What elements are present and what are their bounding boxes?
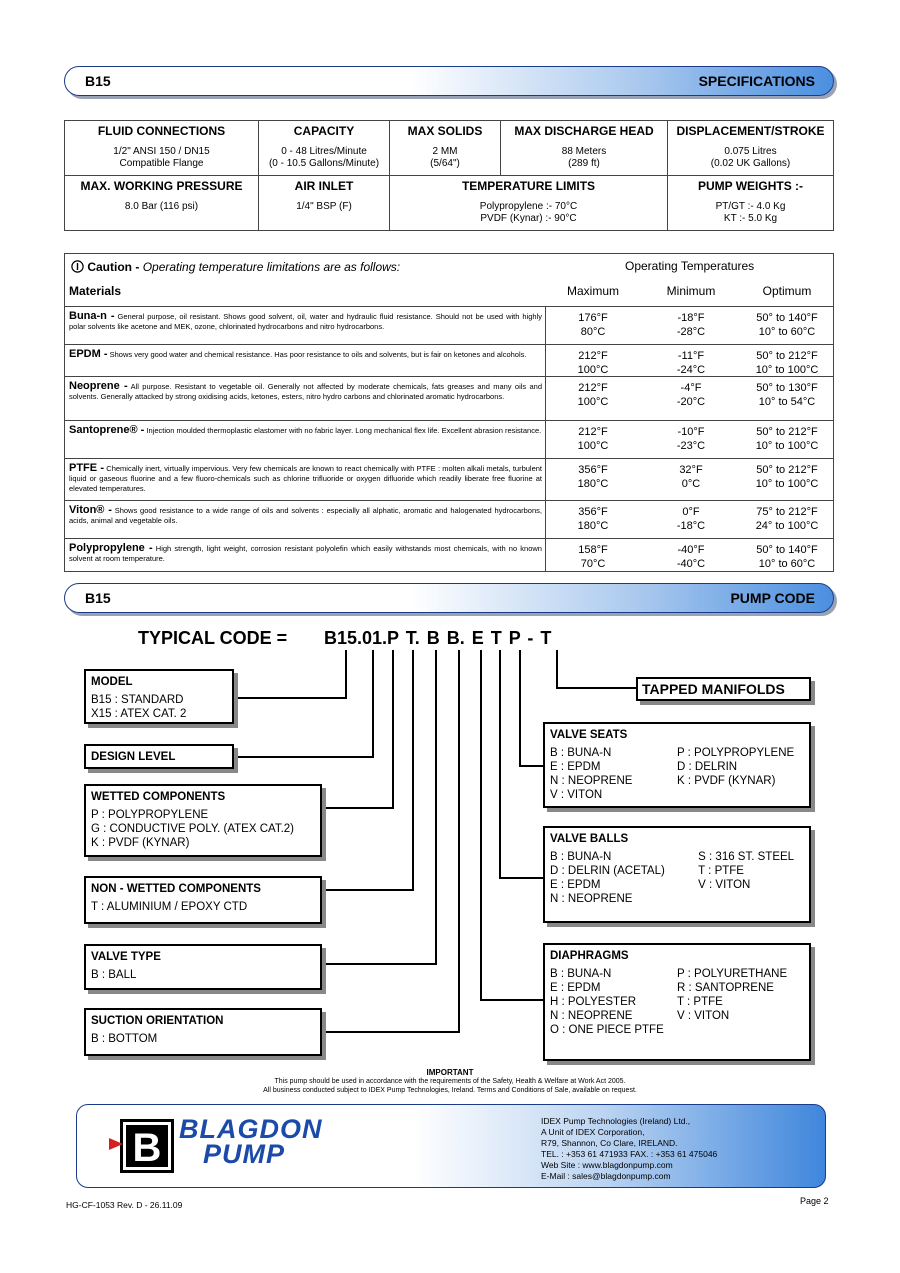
box-line: H : POLYESTER	[550, 996, 637, 1008]
spec-heading: TEMPERATURE LIMITS	[461, 179, 596, 193]
min-temp-f: 0°F	[682, 506, 700, 518]
opt-temp-c: 10° to 60°C	[758, 326, 816, 338]
box-line: K : PVDF (KYNAR)	[91, 837, 190, 849]
box-line: P : POLYPROPYLENE	[677, 747, 795, 759]
opt-temp-c: 24° to 100°C	[755, 520, 819, 532]
box-line: N : NEOPRENE	[550, 775, 633, 787]
spec-value: 0 - 48 Litres/Minute	[281, 146, 367, 157]
max-temp-f: 176°F	[578, 312, 608, 324]
material-name: Buna-n -	[69, 310, 115, 322]
min-temp-c: -40°C	[676, 558, 706, 570]
materials-heading: Materials	[69, 284, 122, 298]
material-name: Neoprene -	[69, 380, 128, 392]
section-title: PUMP CODE	[730, 590, 815, 606]
suction-orientation-box	[84, 1008, 322, 1056]
opt-temp-f: 50° to 140°F	[756, 312, 818, 324]
box-line: P : POLYPROPYLENE	[91, 809, 209, 821]
company-address	[541, 1116, 717, 1182]
max-temp-f: 356°F	[578, 506, 608, 518]
design-level-box	[84, 744, 234, 769]
opt-temp-f: 50° to 140°F	[756, 544, 818, 556]
caution-text: Operating temperature limitations are as follows:	[142, 260, 401, 274]
spec-value: (289 ft)	[568, 158, 600, 169]
min-temp-f: -4°F	[680, 382, 702, 394]
box-line: V : VITON	[698, 879, 751, 891]
max-temp-f: 212°F	[578, 350, 608, 362]
spec-value: Compatible Flange	[119, 158, 204, 169]
diaphragms-box	[543, 943, 811, 1061]
box-title: DIAPHRAGMS	[550, 950, 629, 962]
address-line: TEL. : +353 61 471933 FAX. : +353 61 475046	[541, 1149, 718, 1159]
max-temp-f: 356°F	[578, 464, 608, 476]
material-text: High strength, light weight, corrosion resistant polyolefin which easily withstands most chemicals, with no known solvent at room temperature.	[69, 544, 542, 563]
max-temp-f: 158°F	[578, 544, 608, 556]
material-name: Polypropylene -	[69, 542, 153, 554]
min-temp-c: -20°C	[676, 396, 706, 408]
opt-temp-f: 50° to 212°F	[756, 350, 818, 362]
min-temp-c: -24°C	[676, 364, 706, 376]
max-temp-c: 100°C	[577, 396, 609, 408]
website-line: Web Site : www.blagdonpump.com	[541, 1160, 673, 1170]
box-title: VALVE TYPE	[91, 951, 161, 963]
box-title: WETTED COMPONENTS	[91, 791, 226, 803]
box-line: O : ONE PIECE PTFE	[550, 1024, 664, 1036]
box-line: V : VITON	[677, 1010, 730, 1022]
spec-value: KT :- 5.0 Kg	[723, 213, 778, 224]
valve-seats-box	[543, 722, 811, 808]
opt-temp-c: 10° to 100°C	[755, 364, 819, 376]
column-minimum: Minimum	[666, 284, 716, 298]
box-line: D : DELRIN	[677, 761, 738, 773]
spec-value: (0 - 10.5 Gallons/Minute)	[268, 158, 380, 169]
box-title: VALVE SEATS	[550, 729, 628, 741]
caution-label: Caution -	[87, 260, 140, 274]
section-title: SPECIFICATIONS	[698, 73, 815, 89]
material-name: EPDM -	[69, 348, 108, 360]
min-temp-c: 0°C	[681, 478, 701, 490]
spec-value: 1/4" BSP (F)	[296, 201, 352, 212]
box-line: T : PTFE	[698, 865, 744, 877]
address-line: IDEX Pump Technologies (Ireland) Ltd.,	[541, 1116, 691, 1126]
box-line: E : EPDM	[550, 982, 601, 994]
box-title: MODEL	[91, 676, 133, 688]
box-line: P : POLYURETHANE	[677, 968, 788, 980]
brand-wordmark	[179, 1114, 323, 1169]
box-line: X15 : ATEX CAT. 2	[91, 708, 187, 720]
spec-value: (0.02 UK Gallons)	[710, 158, 791, 169]
material-text: All purpose. Resistant to vegetable oil. Generally not affected by moderate chemicals, fats greases and many oils and solvents. Generally attacked by strong oxidising acids, ketones, esters, nitro hydro carbons and chlorinated aromatic hydrocarbons.	[69, 382, 542, 401]
box-line: B : BUNA-N	[550, 968, 612, 980]
valve-type-box	[84, 944, 322, 990]
company-footer	[76, 1104, 826, 1188]
spec-value: 2 MM	[432, 146, 458, 157]
email-line: E-Mail : sales@blagdonpump.com	[541, 1171, 671, 1181]
spec-value: 1/2" ANSI 150 / DN15	[113, 146, 210, 157]
max-temp-c: 100°C	[577, 364, 609, 376]
box-title: SUCTION ORIENTATION	[91, 1015, 224, 1027]
min-temp-f: -40°F	[677, 544, 705, 556]
box-line: B : BUNA-N	[550, 851, 612, 863]
box-line: K : PVDF (KYNAR)	[677, 775, 776, 787]
spec-heading: FLUID CONNECTIONS	[97, 124, 226, 138]
document-reference: HG-CF-1053 Rev. D - 26.11.09	[66, 1200, 183, 1210]
important-title: IMPORTANT	[426, 1068, 474, 1077]
min-temp-f: 32°F	[679, 464, 703, 476]
min-temp-f: -11°F	[677, 350, 705, 362]
max-temp-c: 70°C	[580, 558, 606, 570]
min-temp-f: -10°F	[677, 426, 705, 438]
model-label: B15	[85, 590, 111, 606]
box-title: DESIGN LEVEL	[91, 751, 176, 763]
typical-code-value: B15.01.P T. B B. E T P - T	[324, 628, 552, 648]
model-box	[84, 669, 234, 724]
address-line: A Unit of IDEX Corporation,	[541, 1127, 645, 1137]
brand-line: BLAGDON	[179, 1114, 323, 1144]
spec-value: 0.075 Litres	[724, 146, 777, 157]
min-temp-c: -23°C	[676, 440, 706, 452]
box-line: B : BALL	[91, 969, 137, 981]
opt-temp-f: 75° to 212°F	[756, 506, 818, 518]
spec-value: PVDF (Kynar) :- 90°C	[480, 213, 577, 224]
box-title: VALVE BALLS	[550, 833, 629, 845]
address-line: R79, Shannon, Co Clare, IRELAND.	[541, 1138, 678, 1148]
max-temp-c: 180°C	[577, 520, 609, 532]
valve-balls-box	[543, 826, 811, 923]
opt-temp-c: 10° to 100°C	[755, 440, 819, 452]
box-line: B15 : STANDARD	[91, 694, 184, 706]
model-label: B15	[85, 73, 111, 89]
material-text: Chemically inert, virtually impervious. Very few chemicals are known to react chemically with PTFE : molten alkali metals, turbulent liquid or gaseous fluorine and a few fluoro-chemicals such as chlorine trifluoride or oxygen difluoride which readily liberate free fluorine at elevated temperatures.	[69, 464, 543, 493]
spec-value: (5/64")	[430, 158, 460, 169]
spec-value: PT/GT :- 4.0 Kg	[715, 201, 786, 212]
spec-value: 8.0 Bar (116 psi)	[124, 201, 199, 212]
spec-heading: MAX SOLIDS	[407, 124, 483, 138]
column-maximum: Maximum	[566, 284, 619, 298]
material-name: Viton® -	[69, 504, 112, 516]
box-title: NON - WETTED COMPONENTS	[91, 883, 261, 895]
max-temp-c: 180°C	[577, 478, 609, 490]
spec-value: Polypropylene :- 70°C	[479, 201, 578, 212]
box-line: R : SANTOPRENE	[677, 982, 774, 994]
opt-temp-f: 50° to 130°F	[756, 382, 818, 394]
min-temp-f: -18°F	[677, 312, 705, 324]
wetted-components-box	[84, 784, 322, 857]
spec-heading: CAPACITY	[293, 124, 355, 138]
spec-value: 88 Meters	[561, 146, 607, 157]
box-line: T : PTFE	[677, 996, 723, 1008]
opt-temp-f: 50° to 212°F	[756, 464, 818, 476]
opt-temp-c: 10° to 60°C	[758, 558, 816, 570]
column-optimum: Optimum	[762, 284, 812, 298]
logo-letter: B	[132, 1126, 162, 1170]
material-name: Santoprene® -	[69, 424, 145, 436]
min-temp-c: -18°C	[676, 520, 706, 532]
max-temp-f: 212°F	[578, 382, 608, 394]
max-temp-f: 212°F	[578, 426, 608, 438]
spec-heading: AIR INLET	[294, 179, 354, 193]
opt-temp-f: 50° to 212°F	[756, 426, 818, 438]
box-line: B : BUNA-N	[550, 747, 612, 759]
spec-heading: PUMP WEIGHTS :-	[697, 179, 804, 193]
non-wetted-components-box	[84, 876, 322, 924]
typical-code-label: TYPICAL CODE =	[138, 628, 288, 648]
box-line: D : DELRIN (ACETAL)	[550, 865, 665, 877]
box-line: N : NEOPRENE	[550, 1010, 633, 1022]
spec-heading: MAX DISCHARGE HEAD	[514, 124, 654, 138]
box-line: E : EPDM	[550, 761, 601, 773]
page-number: Page 2	[800, 1196, 829, 1206]
important-note	[0, 1068, 900, 1095]
box-line: V : VITON	[550, 789, 603, 801]
blagdon-logo-icon	[107, 1117, 177, 1175]
material-text: Shows very good water and chemical resistance. Has poor resistance to oils and solvents, but is fair on ketones and alcohols.	[109, 350, 527, 359]
material-text: Shows good resistance to a wide range of oils and solvents : especially all alphatic, aromatic and halogenated hydrocarbons, acids, animal and vegetable oils.	[69, 506, 542, 525]
box-line: E : EPDM	[550, 879, 601, 891]
spec-heading: MAX. WORKING PRESSURE	[80, 179, 243, 193]
box-line: N : NEOPRENE	[550, 893, 633, 905]
opt-temp-c: 10° to 54°C	[758, 396, 816, 408]
spec-heading: DISPLACEMENT/STROKE	[676, 124, 825, 138]
material-name: PTFE -	[69, 462, 105, 474]
operating-temps-heading: Operating Temperatures	[625, 259, 755, 273]
tapped-manifolds-box: TAPPED MANIFOLDS	[636, 677, 811, 701]
material-text: General purpose, oil resistant. Shows good solvent, oil, water and hydraulic fluid resistance. Should not be used with highly polar solvents like acetone and MEK, ozone, chlorinated hydrocarbons and nitro hydrocarbons.	[69, 312, 542, 331]
material-text: Injection moulded thermoplastic elastomer with no fabric layer. Long mechanical flex life. Excellent abrasion resistance.	[146, 426, 542, 435]
box-line: G : CONDUCTIVE POLY. (ATEX CAT.2)	[91, 823, 294, 835]
box-line: S : 316 ST. STEEL	[698, 851, 795, 863]
important-line: This pump should be used in accordance with the requirements of the Safety, Health & Welfare at Work Act 2005.	[274, 1078, 626, 1085]
min-temp-c: -28°C	[676, 326, 706, 338]
important-line: All business conducted subject to IDEX Pump Technologies, Ireland. Terms and Conditions of Sale, available on request.	[263, 1087, 637, 1094]
box-line: T : ALUMINIUM / EPOXY CTD	[91, 901, 248, 913]
opt-temp-c: 10° to 100°C	[755, 478, 819, 490]
box-line: B : BOTTOM	[91, 1033, 158, 1045]
max-temp-c: 80°C	[580, 326, 606, 338]
brand-line: PUMP	[203, 1139, 286, 1169]
max-temp-c: 100°C	[577, 440, 609, 452]
